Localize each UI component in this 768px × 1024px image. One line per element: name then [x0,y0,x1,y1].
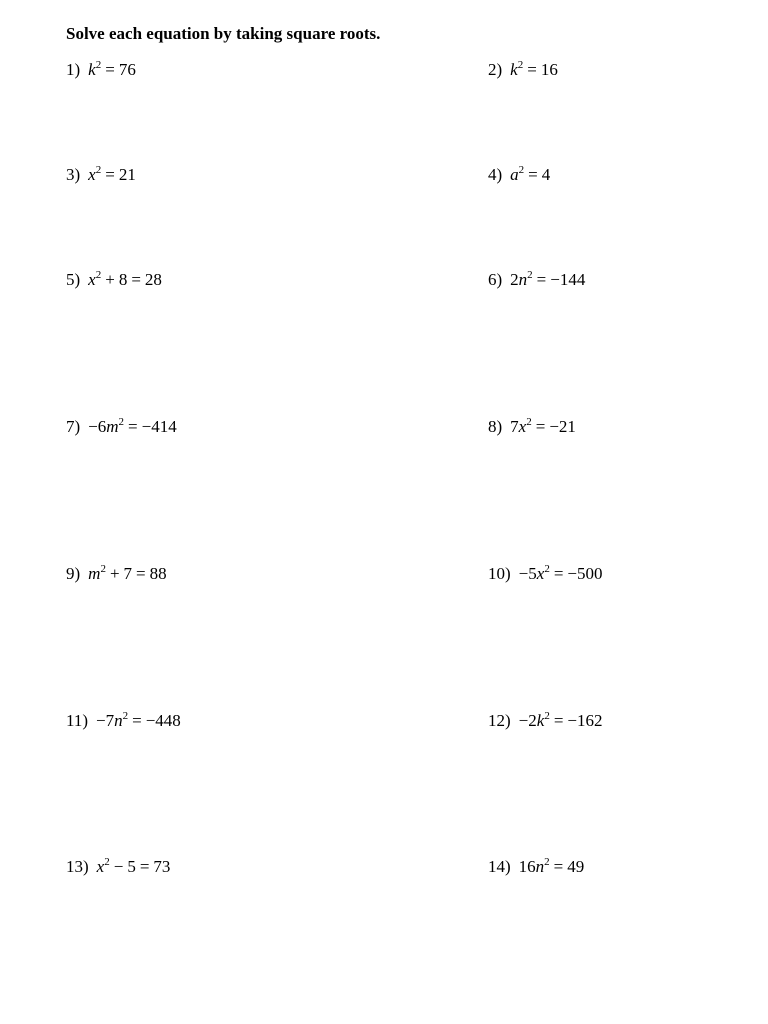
problem-number: 4) [488,165,503,184]
problem-13 [66,857,170,877]
problem-number: 2) [488,60,503,79]
equation: $7x^2 = -21$ [510,416,576,436]
equation: $-5x^2 = -500$ [518,563,603,583]
problem-1 [66,60,136,80]
problem-6 [488,270,585,290]
problem-5 [66,270,162,290]
problem-9 [66,564,167,584]
equation: $-7n^2 = -448$ [96,710,181,730]
equation: $x^2 + 8 = 28$ [88,269,162,289]
problem-number: 5) [66,270,81,289]
equation: $k^2 = 76$ [88,59,136,79]
equation: $m^2 + 7 = 88$ [88,563,167,583]
equation: $k^2 = 16$ [510,59,558,79]
problem-number: 3) [66,165,81,184]
problem-number: 13) [66,857,89,876]
problem-number: 7) [66,417,81,436]
equation: $x^2 - 5 = 73$ [96,856,171,876]
problem-number: 12) [488,711,511,730]
equation: $-6m^2 = -414$ [88,416,177,436]
problem-number: 8) [488,417,503,436]
problem-8 [488,417,576,437]
problem-number: 9) [66,564,81,583]
problem-number: 10) [488,564,511,583]
equation: $x^2 = 21$ [88,164,136,184]
worksheet-instructions: Solve each equation by taking square roots. [66,24,381,43]
problem-number: 1) [66,60,81,79]
problem-10 [488,564,603,584]
problem-number: 11) [66,711,89,730]
equation: $16n^2 = 49$ [518,856,585,876]
problem-12 [488,711,603,731]
problem-7 [66,417,177,437]
problem-number: 14) [488,857,511,876]
problem-14 [488,857,584,877]
problem-3 [66,165,136,185]
problem-2 [488,60,558,80]
problem-number: 6) [488,270,503,289]
equation: $2n^2 = -144$ [510,269,586,289]
problem-4 [488,165,550,185]
problem-11 [66,711,181,731]
equation: $a^2 = 4$ [510,164,551,184]
equation: $-2k^2 = -162$ [518,710,603,730]
